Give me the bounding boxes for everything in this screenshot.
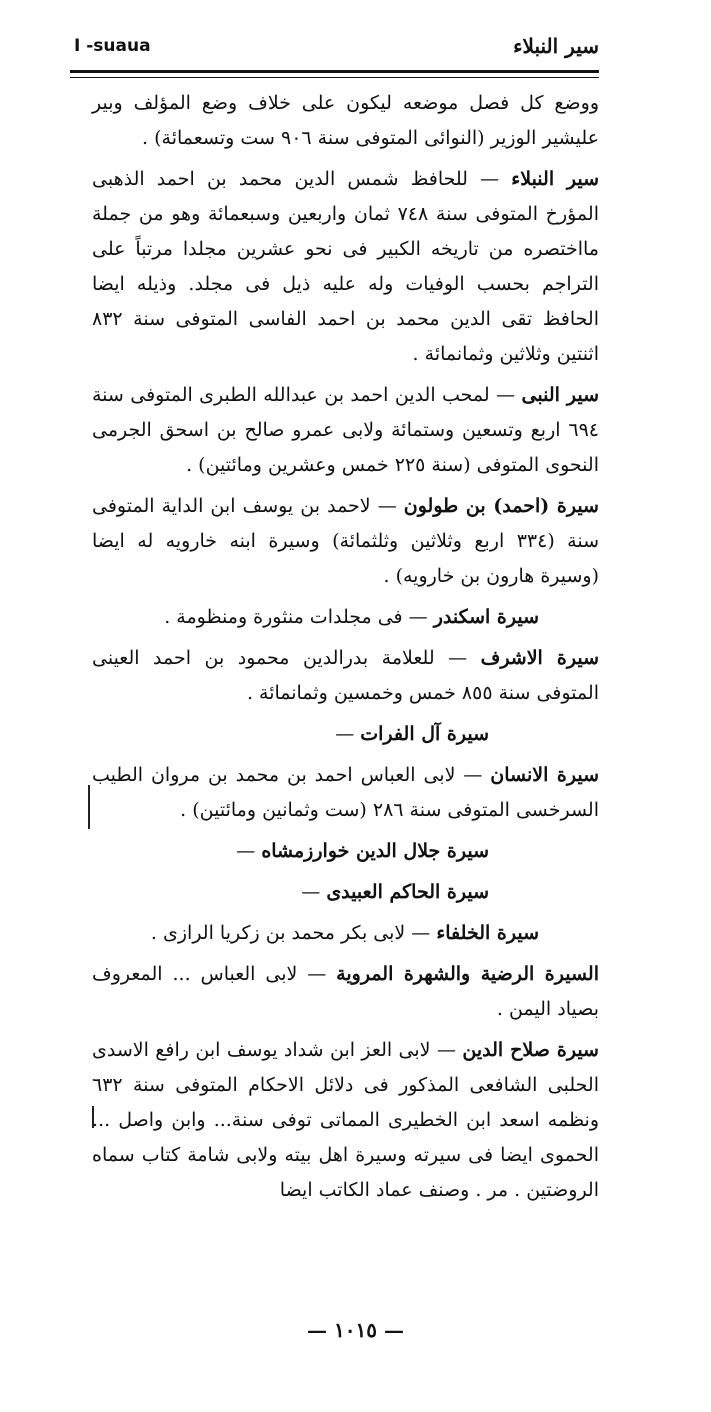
entry-heading: السيرة الرضية والشهرة المروية <box>336 963 599 985</box>
entry-text: — لابى العباس احمد بن محمد بن مروان الطيب السرخسى المتوفى سنة ٢٨٦ (ست وثمانين ومائتين) . <box>92 764 599 821</box>
entry-text: — للعلامة بدرالدين محمود بن احمد العينى المتوفى سنة ٨٥٥ خمس وخمسين وثمانمائة . <box>92 647 599 704</box>
entry-heading: سيرة جلال الدين خوارزمشاه <box>261 840 489 862</box>
entry-paragraph <box>92 162 599 372</box>
entry-heading: سير النبى <box>521 384 599 406</box>
margin-mark <box>88 785 90 829</box>
header-left-text: I -suaua <box>74 36 151 56</box>
entry-paragraph <box>92 957 599 1027</box>
entry-text: — لاحمد بن يوسف ابن الداية المتوفى سنة (٣٣٤ اربع وثلاثين وثلثمائة) وسيرة ابنه خارويه له ايضا (وسيرة هارون بن خارويه) . <box>92 495 599 587</box>
entry-heading: سيرة الاشرف <box>480 647 599 669</box>
entry-text: — <box>335 723 355 745</box>
entry-text: — لمحب الدين احمد بن عبدالله الطبرى المتوفى سنة ٦٩٤ اربع وتسعين وستمائة ولابى عمرو صالح بن اسحق الجرمى النحوى المتوفى (سنة ٢٢٥ خمس وعشرين ومائتين) . <box>92 384 599 476</box>
page-number: — ١٠١٥ — <box>307 1318 404 1342</box>
entry-text: — لابى العز ابن شداد يوسف ابن رافع الاسدى الحلبى الشافعى المذكور فى دلائل الاحكام المتوفى سنة ٦٣٢ ونظمه اسعد ابن الخطيرى المماتى توفى سنة... وابن واصل ... الحموى ايضا فى سيرته وسيرة اهل بيته ولابى شامة كتاب سماه الروضتين . مر . وصنف عماد الكاتب ايضا <box>92 1039 599 1201</box>
running-title: سير النبلاء <box>513 34 599 58</box>
header-rule-thick <box>70 70 599 73</box>
entry-heading: سيرة الحاكم العبيدى <box>326 881 489 903</box>
entry-paragraph <box>92 641 599 711</box>
entry-paragraph <box>92 834 599 869</box>
page-header <box>70 28 599 72</box>
entry-paragraph <box>92 489 599 594</box>
entry-paragraph <box>92 1033 599 1208</box>
entry-heading: سير النبلاء <box>511 168 599 190</box>
entry-heading: سيرة الانسان <box>490 764 599 786</box>
entry-paragraph <box>92 600 599 635</box>
entry-text: — <box>301 881 321 903</box>
entry-paragraph <box>92 717 599 752</box>
entry-heading: سيرة (احمد) بن طولون <box>403 495 599 517</box>
paragraph <box>92 86 599 156</box>
entry-text: — لابى بكر محمد بن زكريا الرازى . <box>150 922 431 944</box>
entry-text: — لابى العباس ... المعروف بصياد اليمن . <box>92 963 599 1020</box>
entry-heading: سيرة اسكندر <box>433 606 539 628</box>
entry-heading: سيرة آل الفرات <box>360 723 489 745</box>
entry-text: — <box>236 840 256 862</box>
entry-paragraph <box>92 758 599 828</box>
header-rule-thin <box>70 77 599 78</box>
entry-heading: سيرة صلاح الدين <box>462 1039 599 1061</box>
entry-text: ووضع كل فصل موضعه ليكون على خلاف وضع المؤلف وبير عليشير الوزير (النوائى المتوفى سنة ٩٠٦ ست وتسعمائة) . <box>92 92 599 149</box>
body-text <box>92 86 599 1214</box>
entry-heading: سيرة الخلفاء <box>436 922 539 944</box>
entry-paragraph <box>92 916 599 951</box>
entry-paragraph <box>92 378 599 483</box>
entry-text: — للحافظ شمس الدين محمد بن احمد الذهبى المؤرخ المتوفى سنة ٧٤٨ ثمان واربعين وسبعمائة وهو من جملة مااختصره من تاريخه الكبير فى نحو عشرين مجلدا مرتباً على التراجم بحسب الوفيات وله عليه ذيل فى مجلد. وذيله ايضا الحافظ تقى الدين محمد بن احمد الفاسى المتوفى سنة ٨٣٢ اثنتين وثلاثين وثمانمائة . <box>92 168 599 365</box>
entry-paragraph <box>92 875 599 910</box>
entry-text: — فى مجلدات منثورة ومنظومة . <box>164 606 428 628</box>
